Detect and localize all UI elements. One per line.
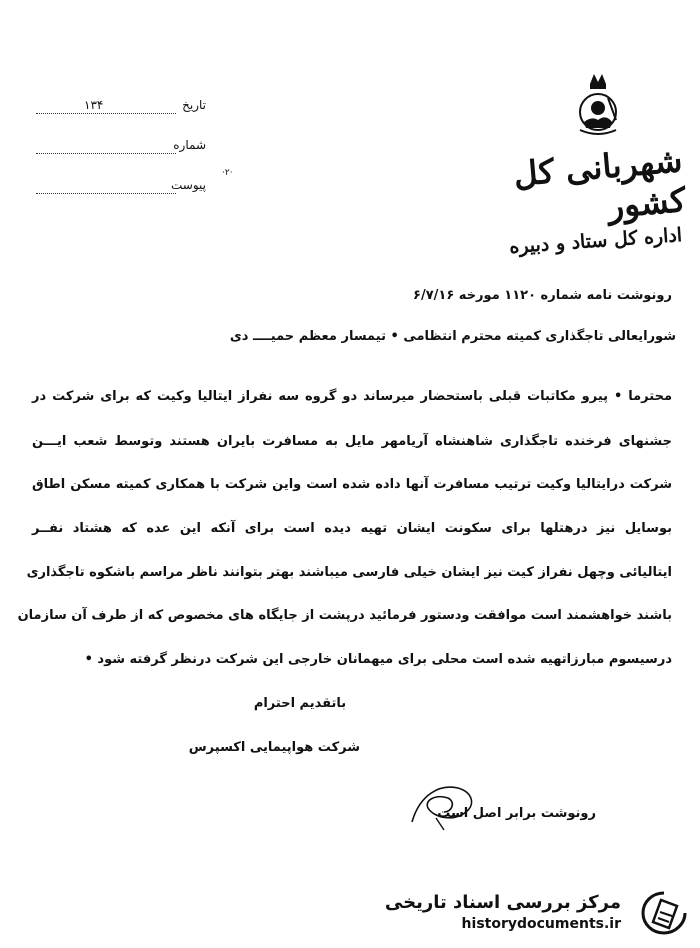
issuing-authority-title: شهربانی کل کشور: [511, 140, 688, 226]
body-line: درسیسوم مبارزاتهیه شده است محلی برای میهمانان خارجی این شرکت درنظر گرفته شود •: [84, 652, 672, 667]
archive-url: historydocuments.ir: [461, 916, 621, 932]
body-line: محترما • پیرو مکاتبات قبلی باستحضار میرساند دو گروه سه نفراز ایتالیا وکیت که برای شرکت در: [32, 389, 672, 404]
body-line: باشند خواهشمند است موافقت ودستور فرمائید درپشت از جایگاه های مخصوص که از طرف آن سازمان: [17, 608, 672, 623]
meta-number-row: [36, 138, 206, 158]
attachment-fill-line: [36, 193, 176, 194]
closing-salutation: باتقدیم احترام: [253, 696, 347, 711]
archive-name: مرکز بررسی اسناد تاریخی: [384, 892, 621, 913]
body-line: ایتالیائی وچهل نفراز کیت نیز ایشان خیلی فارسی میباشند بهتر بتوانند ناظر مراسم باشکوه تاجگذاری: [26, 565, 672, 580]
date-value: ۱۳۴: [84, 98, 104, 112]
margin-mark: ·۲·: [222, 168, 233, 178]
cc-note: رونوشت برابر اصل است: [437, 806, 596, 821]
issuing-department: اداره کل ستاد و دبیره: [508, 224, 683, 259]
copy-reference: رونوشت نامه شماره ۱۱۲۰ مورخه ۶/۷/۱۶: [413, 288, 672, 303]
attachment-label: پیوست: [171, 178, 206, 192]
sender-signature: شرکت هواپیمایی اکسپرس: [188, 740, 360, 755]
handwritten-initials-scribble: [406, 778, 482, 836]
historical-documents-logo-icon: [639, 890, 689, 936]
body-line: جشنهای فرخنده تاجگذاری شاهنشاه آریامهر مایل به مسافرت بایران هستند وتوسط شعب ایـــن: [32, 434, 672, 449]
lion-and-sun-crown-emblem-icon: [570, 70, 626, 140]
date-fill-line: [36, 113, 176, 114]
number-fill-line: [36, 153, 176, 154]
meta-date-row: [36, 98, 206, 118]
number-label: شماره: [173, 138, 206, 152]
body-line: بوسایل نیز درهتلها برای سکونت ایشان تهیه دیده است برای آنکه این عده که هشتاد نفــر: [32, 521, 672, 536]
meta-attachment-row: [36, 178, 206, 198]
date-label: تاریخ: [182, 98, 206, 112]
addressee: شورایعالی تاجگذاری کمیته محترم انتظامی • تیمسار معظم حمیــــ دی: [229, 329, 676, 344]
archive-watermark: [384, 886, 695, 942]
body-line: شرکت درایتالیا وکیت ترتیب مسافرت آنها داده شده است واین شرکت با همکاری کمیته مسکن اطاق: [32, 477, 672, 492]
